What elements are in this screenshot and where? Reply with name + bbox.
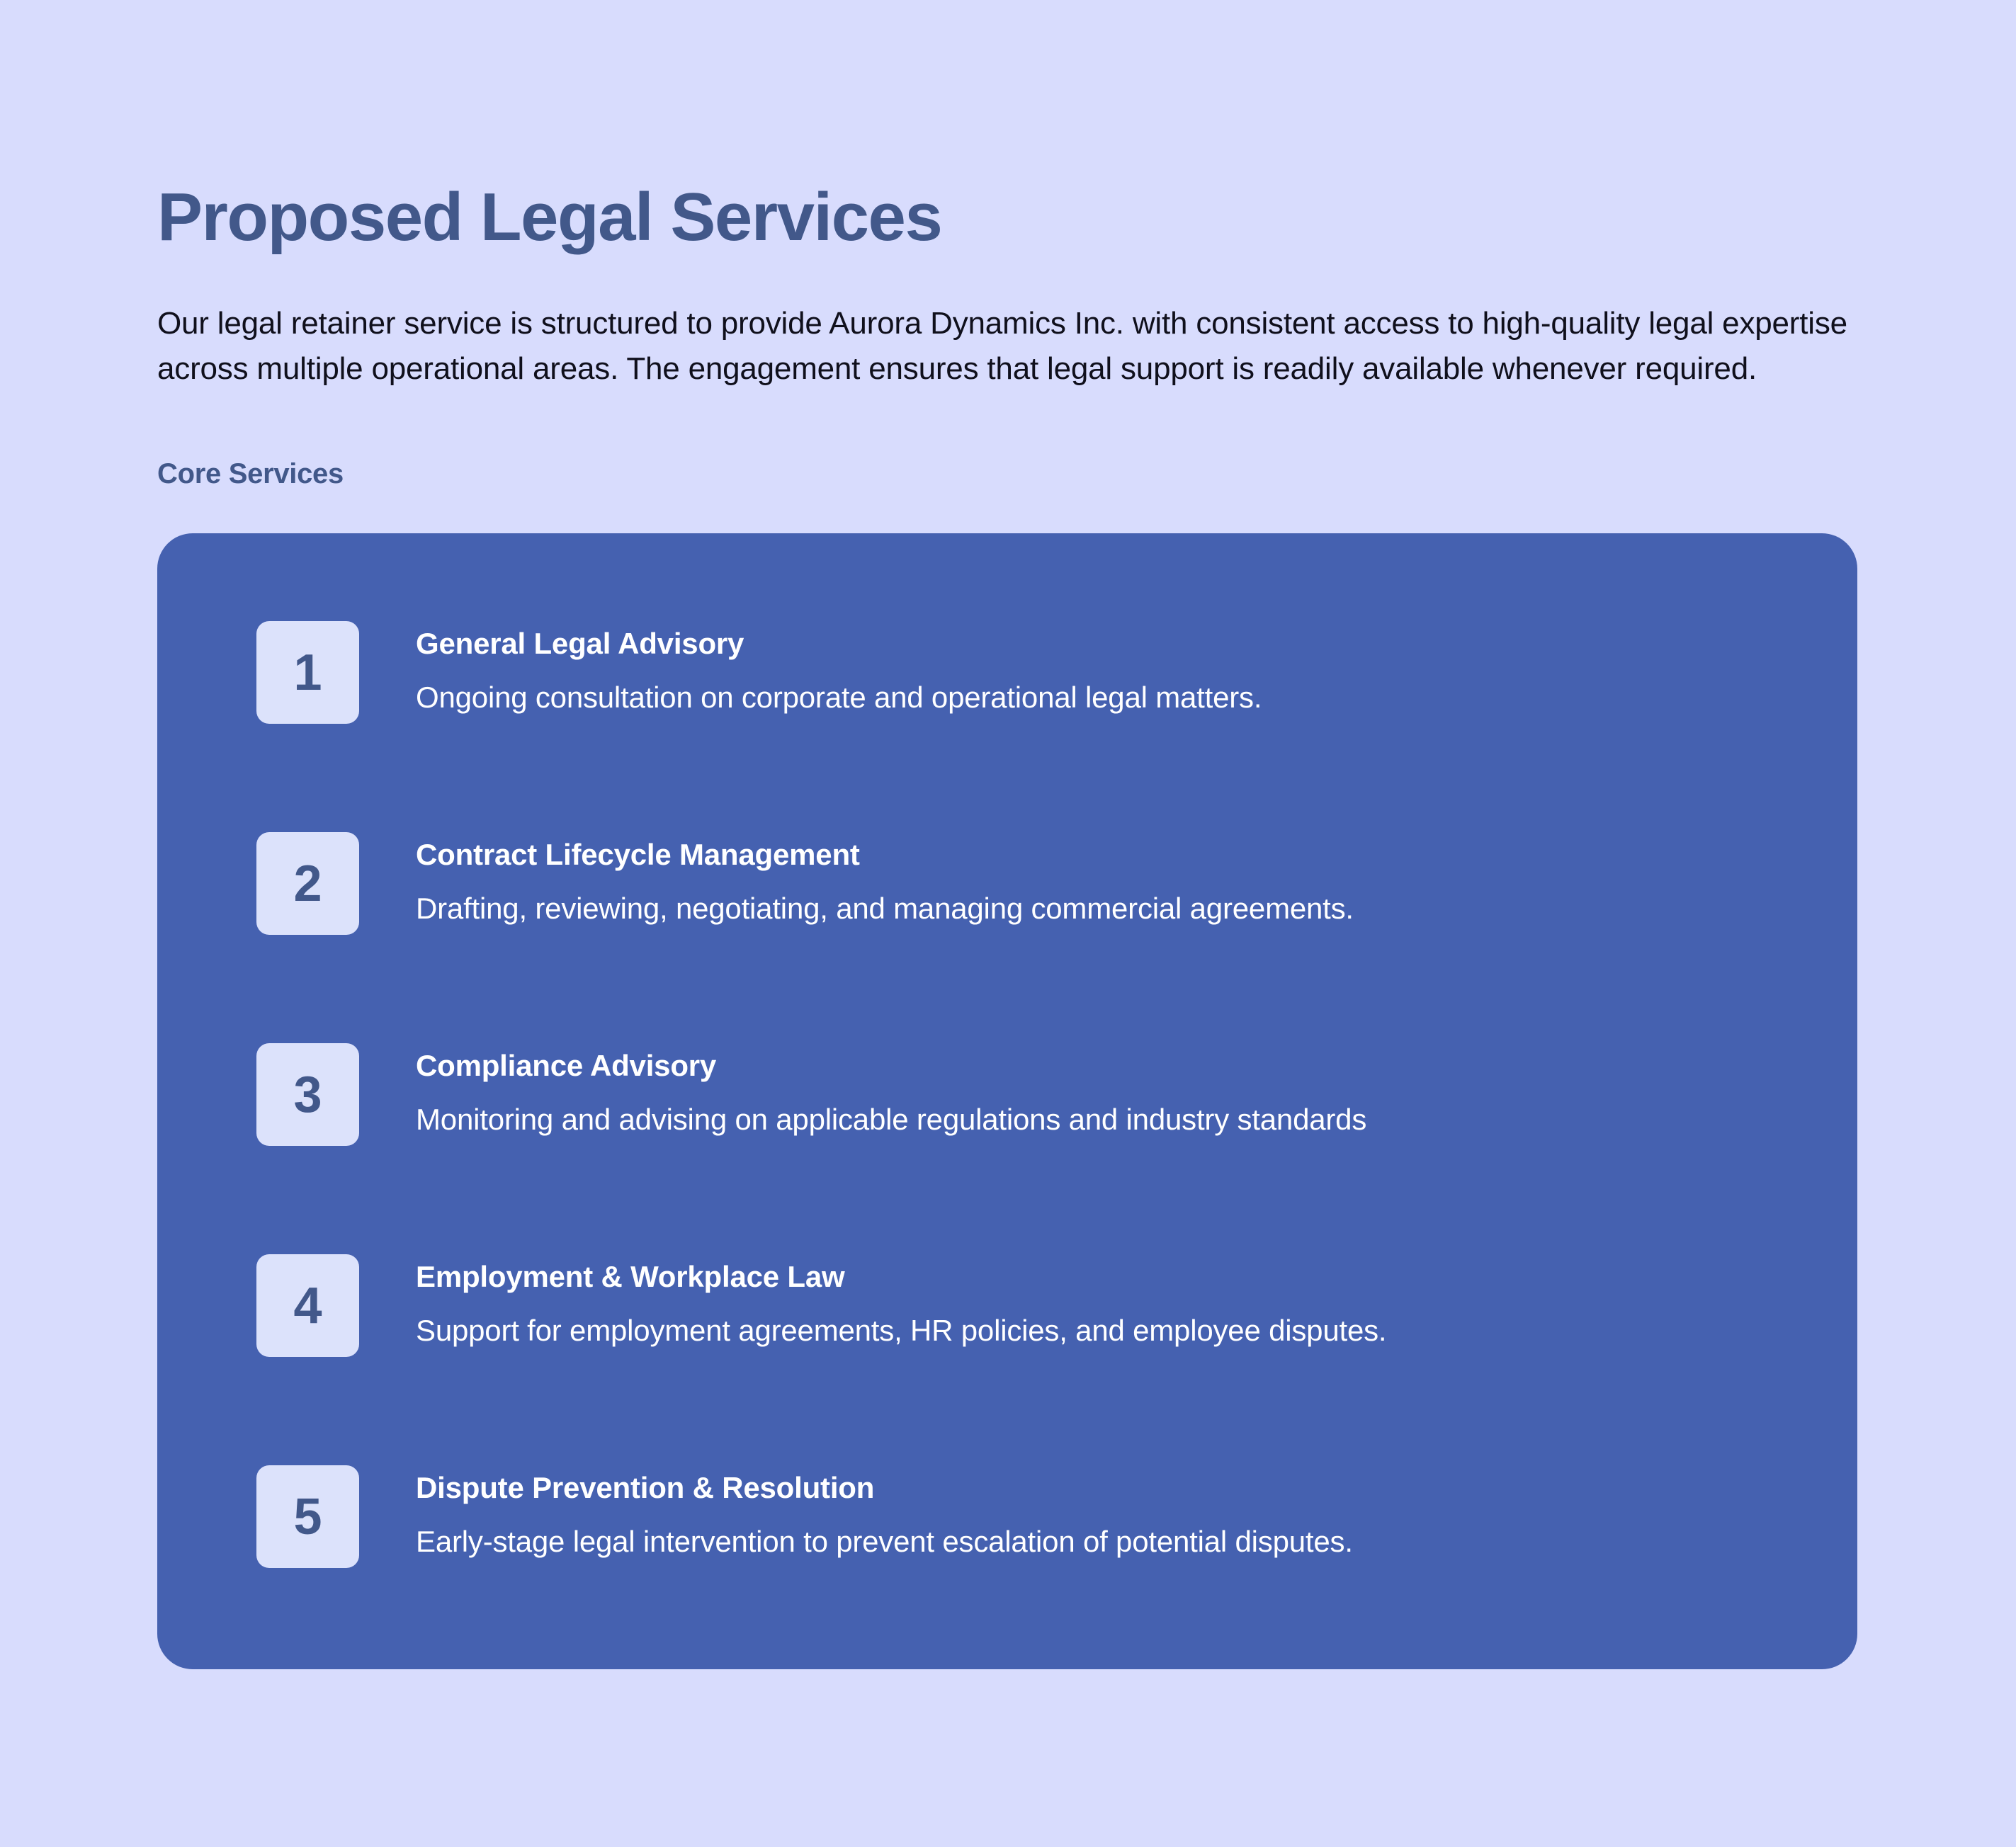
services-list xyxy=(256,621,1758,1567)
service-number-badge: 1 xyxy=(256,621,359,724)
service-description: Early-stage legal intervention to prevent escalation of potential disputes. xyxy=(416,1524,1353,1558)
service-description: Monitoring and advising on applicable regulations and industry standards xyxy=(416,1102,1367,1136)
list-item xyxy=(256,1254,1758,1356)
intro-paragraph: Our legal retainer service is structured to provide Aurora Dynamics Inc. with consistent access to high-quality legal expertise across multiple operational areas. The engagement ensures that legal support is readily available whenever required. xyxy=(157,306,1847,387)
service-number-badge: 2 xyxy=(256,832,359,935)
service-title: Dispute Prevention & Resolution xyxy=(416,1471,875,1504)
core-services-label: Core Services xyxy=(157,458,344,489)
list-item xyxy=(256,621,1758,723)
service-number-badge: 3 xyxy=(256,1043,359,1146)
service-title: Employment & Workplace Law xyxy=(416,1260,845,1293)
service-number-badge: 4 xyxy=(256,1254,359,1357)
list-item xyxy=(256,1465,1758,1567)
service-description: Ongoing consultation on corporate and operational legal matters. xyxy=(416,680,1262,714)
service-description: Drafting, reviewing, negotiating, and managing commercial agreements. xyxy=(416,891,1354,925)
service-number-badge: 5 xyxy=(256,1465,359,1568)
service-title: General Legal Advisory xyxy=(416,627,744,660)
services-card xyxy=(157,533,1857,1669)
service-title: Contract Lifecycle Management xyxy=(416,838,860,871)
service-description: Support for employment agreements, HR policies, and employee disputes. xyxy=(416,1313,1387,1347)
page-title: Proposed Legal Services xyxy=(157,179,942,255)
list-item xyxy=(256,1043,1758,1145)
list-item xyxy=(256,832,1758,934)
service-title: Compliance Advisory xyxy=(416,1049,717,1082)
